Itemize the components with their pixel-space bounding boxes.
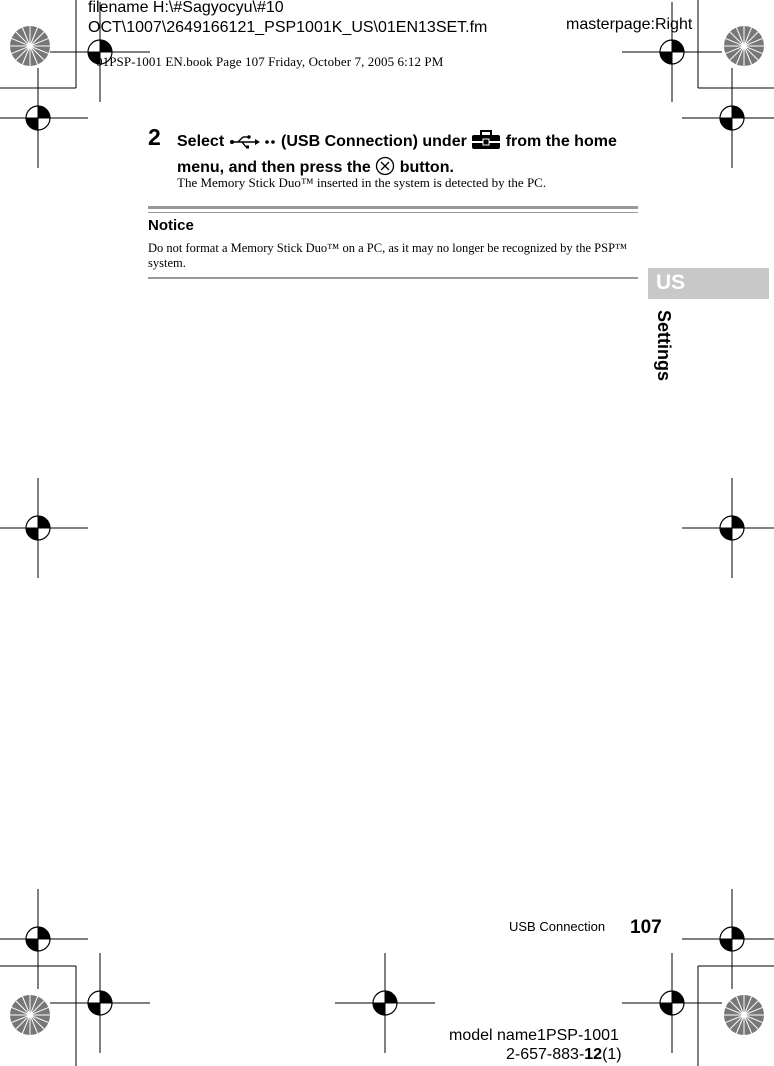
registration-mark-icon [682, 889, 774, 989]
step-detail: The Memory Stick Duo™ inserted in the system is detected by the PC. [177, 175, 547, 190]
step-number: 2 [148, 124, 161, 150]
page-number: 107 [630, 917, 662, 938]
filename-line-2: OCT\1007\2649166121_PSP1001K_US\01EN13SET.fm [88, 19, 488, 36]
section-side-label [650, 310, 676, 390]
registration-mark-icon [682, 478, 774, 578]
color-wheel-icon [10, 26, 50, 66]
notice-heading: Notice [148, 217, 194, 234]
notice-bottom-rule [148, 277, 638, 279]
step-text-home: from the home [505, 133, 617, 150]
language-tab-label: US [656, 271, 686, 294]
section-side-text: Settings [654, 310, 674, 382]
footer-section-title: USB Connection [509, 919, 606, 934]
color-wheel-icon [10, 995, 50, 1035]
model-name: model name1PSP-1001 [449, 1027, 619, 1044]
step-text-usb: (USB Connection) under [281, 133, 467, 150]
part-code [506, 1046, 622, 1064]
registration-mark-icon [0, 68, 88, 168]
registration-mark-icon [0, 478, 88, 578]
book-info-line: 01PSP-1001 EN.book Page 107 Friday, October 7, 2005 6:12 PM [96, 54, 444, 69]
notice-text: Do not format a Memory Stick Duo™ on a PC, as it may no longer be recognized by the PSP™ system. [148, 241, 628, 270]
part-code-prefix: 2-657-883- [506, 1046, 585, 1063]
notice-top-rule-thin [148, 212, 638, 213]
step-text-button: button. [399, 159, 454, 176]
registration-mark-icon [335, 953, 435, 1053]
color-wheel-icon [724, 995, 764, 1035]
masterpage-label: masterpage:Right [566, 16, 693, 33]
part-code-suffix: (1) [602, 1046, 622, 1063]
color-wheel-icon [724, 26, 764, 66]
filename-line-1: filename H:\#Sagyocyu\#10 [88, 0, 284, 16]
registration-mark-icon [622, 953, 722, 1053]
part-code-bold: 12 [584, 1046, 603, 1063]
filename-header [88, 0, 487, 38]
registration-mark-icon [50, 953, 150, 1053]
toolbox-icon [471, 130, 501, 156]
language-tab [648, 268, 769, 299]
notice-top-rule [148, 206, 638, 209]
registration-mark-icon [682, 68, 774, 168]
usb-icon [229, 134, 277, 156]
step-text-press: menu, and then press the [177, 159, 371, 176]
step-text-select: Select [177, 133, 225, 150]
registration-mark-icon [0, 889, 88, 989]
